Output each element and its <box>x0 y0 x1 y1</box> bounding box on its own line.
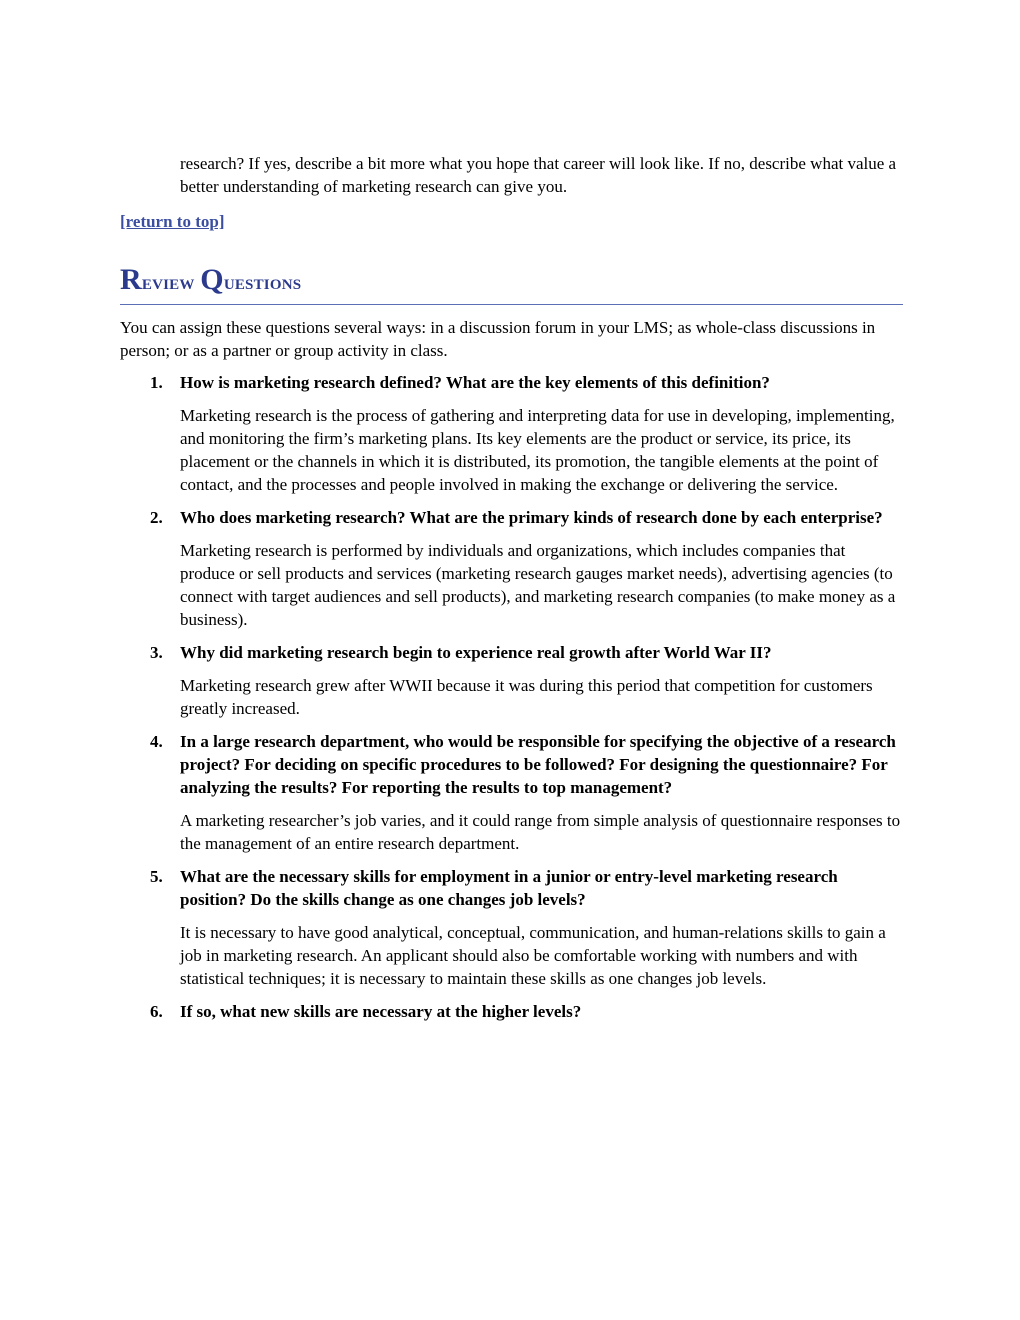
question-item <box>120 730 903 855</box>
intro-paragraph: You can assign these questions several ways: in a discussion forum in your LMS; as whole-class discussions in person; or as a partner or group activity in class. <box>120 318 876 360</box>
question-number: 6. <box>150 1002 163 1021</box>
heading-rest-1: eview <box>141 269 201 294</box>
heading-cap-1: R <box>120 263 142 296</box>
answer-text: Marketing research is the process of gathering and interpreting data for use in developing, implementing, and monitoring the firm’s marketing plans. Its key elements are the product or service, its price, its placement or the channels in which it is distributed, its promotion, the tangible elements at the point of contact, and the processes and people involved in making the exchange or delivering the service. <box>180 406 895 494</box>
question-text: Who does marketing research? What are the primary kinds of research done by each enterprise? <box>180 508 883 527</box>
question-text: If so, what new skills are necessary at the higher levels? <box>180 1002 582 1021</box>
question-text: Why did marketing research begin to experience real growth after World War II? <box>180 643 772 662</box>
review-questions-list <box>120 371 903 1033</box>
question-number: 3. <box>150 643 163 662</box>
question-number: 2. <box>150 508 163 527</box>
answer-text: It is necessary to have good analytical, conceptual, communication, and human-relations skills to gain a job in marketing research. An applicant should also be comfortable working with numbers and with statistical techniques; it is necessary to maintain these skills as one changes job levels. <box>180 923 886 988</box>
section-heading <box>120 262 903 305</box>
question-item <box>120 506 903 631</box>
heading-cap-2: Q <box>200 263 224 296</box>
answer-text: Marketing research grew after WWII because it was during this period that competition for customers greatly increased. <box>180 676 873 718</box>
answer-text: Marketing research is performed by individuals and organizations, which includes companies that produce or sell products and services (marketing research gauges market needs), advertising agencies (to connect with target audiences and sell products), and marketing research companies (to make money as a business). <box>180 541 896 629</box>
question-item <box>120 1000 903 1023</box>
question-number: 5. <box>150 867 163 886</box>
return-to-top-link[interactable]: [return to top] <box>120 212 225 231</box>
answer-text: A marketing researcher’s job varies, and it could range from simple analysis of questionnaire responses to the management of an entire research department. <box>180 811 901 853</box>
question-number: 1. <box>150 373 163 392</box>
question-item <box>120 641 903 720</box>
question-text: How is marketing research defined? What are the key elements of this definition? <box>180 373 770 392</box>
question-item <box>120 865 903 990</box>
question-text: In a large research department, who would be responsible for specifying the objective of a research project? For deciding on specific procedures to be followed? For designing the questionnaire? For analyzing the results? For reporting the results to top management? <box>180 732 896 797</box>
carryover-paragraph: research? If yes, describe a bit more what you hope that career will look like. If no, describe what value a better understanding of marketing research can give you. <box>180 154 897 196</box>
heading-rest-2: uestions <box>223 269 302 294</box>
question-item <box>120 371 903 496</box>
question-text: What are the necessary skills for employment in a junior or entry-level marketing research position? Do the skills change as one changes job levels? <box>180 867 838 909</box>
question-number: 4. <box>150 732 163 751</box>
